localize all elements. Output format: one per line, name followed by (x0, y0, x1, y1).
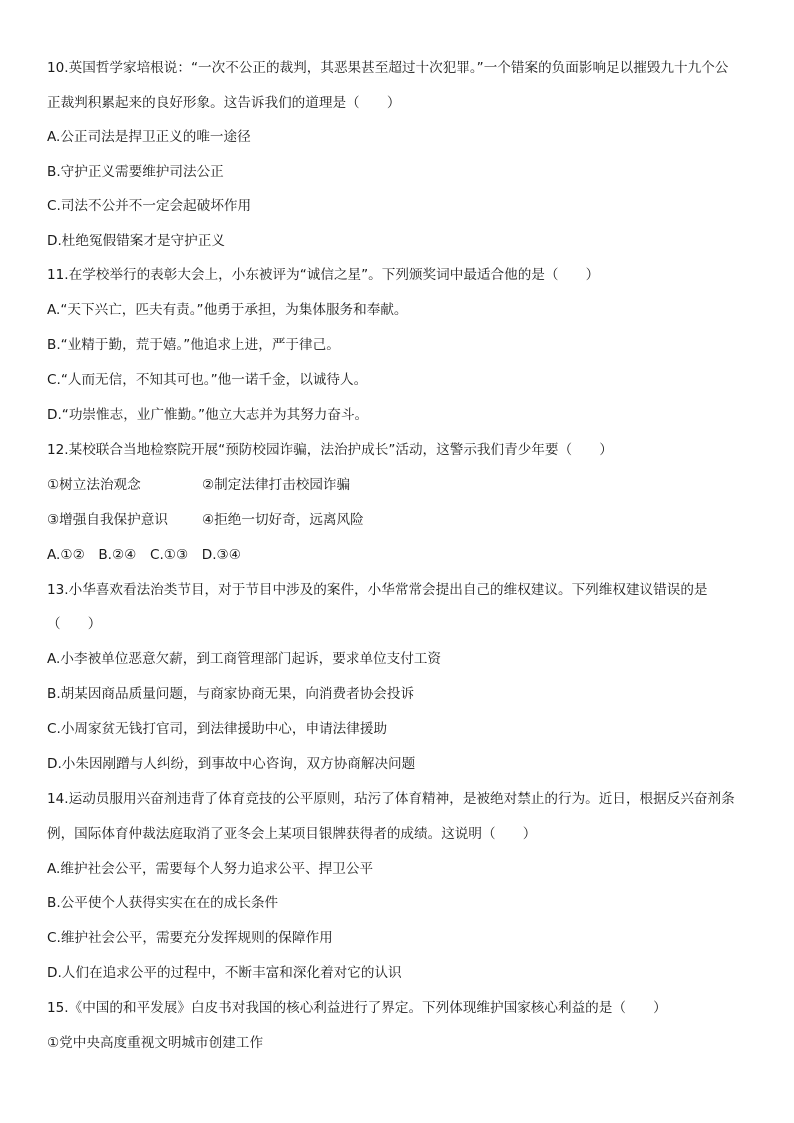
q10-stem-line2: 正裁判积累起来的良好形象。这告诉我们的道理是（ ） (47, 95, 401, 111)
q14-option-d: D.人们在追求公平的过程中，不断丰富和深化着对它的认识 (47, 965, 402, 981)
q12-item1: ①树立法治观念 (47, 477, 141, 493)
q12-items-row2 (47, 510, 364, 530)
q13-option-a: A.小李被单位恶意欠薪，到工商管理部门起诉，要求单位支付工资 (47, 651, 442, 667)
q14-stem-line1: 14.运动员服用兴奋剂违背了体育竞技的公平原则，玷污了体育精神，是被绝对禁止的行为。近日，根据反兴奋剂条 (47, 791, 735, 807)
q14-stem-line2: 例，国际体育仲裁法庭取消了亚冬会上某项目银牌获得者的成绩。这说明（ ） (47, 826, 537, 842)
q14-option-a: A.维护社会公平，需要每个人努力追求公平、捍卫公平 (47, 861, 374, 877)
q13-option-b: B.胡某因商品质量问题，与商家协商无果，向消费者协会投诉 (47, 686, 415, 702)
q12-choices: A.①② B.②④ C.①③ D.③④ (47, 547, 241, 563)
q12-item3: ③增强自我保护意识 (47, 512, 168, 528)
q12-items-row1 (47, 475, 351, 495)
q13-option-d: D.小朱因剐蹭与人纠纷，到事故中心咨询，双方协商解决问题 (47, 756, 416, 772)
q13-option-c: C.小周家贫无钱打官司，到法律援助中心，申请法律援助 (47, 721, 388, 737)
q10-stem-line1: 10.英国哲学家培根说：“一次不公正的裁判，其恶果甚至超过十次犯罪。”一个错案的负面影响足以摧毁九十九个公 (47, 60, 729, 76)
q11-option-b: B.“业精于勤，荒于嬉。”他追求上进，严于律己。 (47, 337, 340, 353)
q13-stem-line2: （ ） (47, 616, 102, 632)
q11-option-c: C.“人而无信，不知其可也。”他一诺千金，以诚待人。 (47, 372, 368, 388)
q14-option-c: C.维护社会公平，需要充分发挥规则的保障作用 (47, 930, 333, 946)
q14-option-b: B.公平使个人获得实实在在的成长条件 (47, 895, 279, 911)
q11-option-a: A.“天下兴亡，匹夫有责。”他勇于承担，为集体服务和奉献。 (47, 302, 408, 318)
q12-item2: ②制定法律打击校园诈骗 (202, 477, 351, 493)
q10-option-a: A.公正司法是捍卫正义的唯一途径 (47, 129, 251, 145)
q15-item1: ①党中央高度重视文明城市创建工作 (47, 1035, 264, 1051)
q12-item4: ④拒绝一切好奇，远离风险 (202, 512, 364, 528)
q12-stem-line1: 12.某校联合当地检察院开展“预防校园诈骗，法治护成长”活动，这警示我们青少年要（ ） (47, 442, 613, 458)
q13-stem-line1: 13.小华喜欢看法治类节目，对于节目中涉及的案件，小华常常会提出自己的维权建议。下列维权建议错误的是 (47, 582, 708, 598)
q10-option-d: D.杜绝冤假错案才是守护正义 (47, 233, 225, 249)
q10-option-b: B.守护正义需要维护司法公正 (47, 164, 224, 180)
q15-stem-line1: 15.《中国的和平发展》白皮书对我国的核心利益进行了界定。下列体现维护国家核心利益的是（ ） (47, 1000, 667, 1016)
q11-stem-line1: 11.在学校举行的表彰大会上，小东被评为“诚信之星”。下列颁奖词中最适合他的是（ ） (47, 267, 600, 283)
q10-option-c: C.司法不公并不一定会起破坏作用 (47, 198, 252, 214)
q11-option-d: D.“功崇惟志，业广惟勤。”他立大志并为其努力奋斗。 (47, 407, 369, 423)
